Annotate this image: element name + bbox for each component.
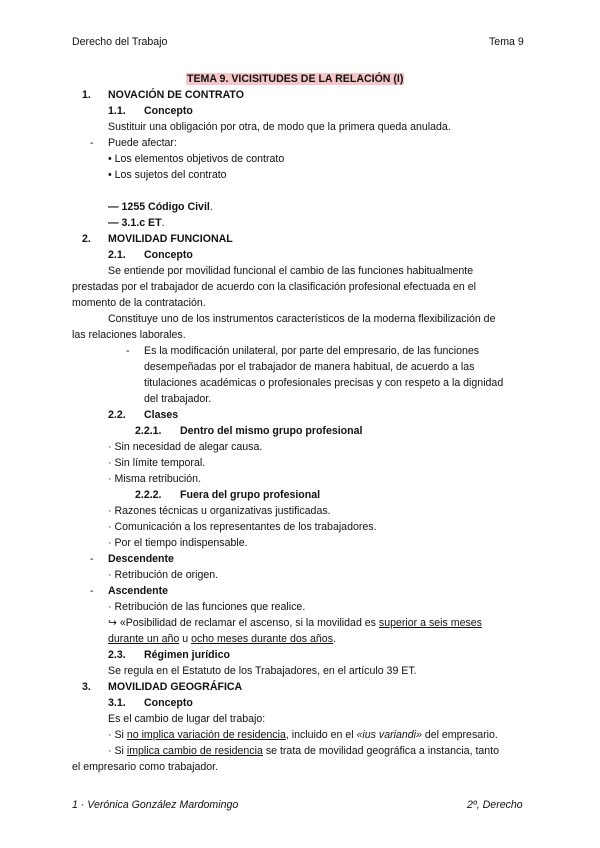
dash-marker: - (90, 585, 94, 597)
puede-afectar: Puede afectar: (108, 137, 177, 149)
list-item: · Sin límite temporal. (108, 457, 206, 469)
paragraph-line: Constituye uno de los instrumentos característicos de la moderna flexibilización de (108, 313, 496, 325)
paragraph-line: el empresario como trabajador. (72, 761, 219, 773)
section-3-1-heading: Concepto (144, 697, 193, 709)
bullet-item: • Los sujetos del contrato (108, 169, 227, 181)
indented-line: desempeñadas por el trabajador de manera habitual, de acuerdo a las (144, 361, 475, 373)
paragraph-line: prestadas por el trabajador de acuerdo con la clasificación profesional efectuada en el (72, 281, 476, 293)
indented-line: Es la modificación unilateral, por parte del empresario, de las funciones (144, 345, 480, 357)
section-2-1-number: 2.1. (108, 249, 126, 261)
bullet-item: • Los elementos objetivos de contrato (108, 153, 285, 165)
legal-reference: — 1255 Código Civil. (108, 201, 213, 213)
section-2-heading: MOVILIDAD FUNCIONAL (108, 233, 233, 245)
section-1-1-number: 1.1. (108, 105, 126, 117)
section-2-3-heading: Régimen jurídico (144, 649, 230, 661)
section-2-1-heading: Concepto (144, 249, 193, 261)
page-title: TEMA 9. VICISITUDES DE LA RELACIÓN (I) (187, 73, 404, 85)
section-1-1-heading: Concepto (144, 105, 193, 117)
header-left: Derecho del Trabajo (72, 36, 168, 48)
footer-right: 2º, Derecho (467, 799, 523, 811)
indented-line: del trabajador. (144, 393, 212, 405)
legal-reference: — 3.1.c ET. (108, 217, 165, 229)
list-item: · Sin necesidad de alegar causa. (108, 441, 263, 453)
section-2-number: 2. (82, 233, 91, 245)
section-1-number: 1. (82, 89, 91, 101)
dash-marker: - (90, 137, 94, 149)
dash-marker: - (90, 553, 94, 565)
descendente-heading: Descendente (108, 553, 174, 565)
section-3-number: 3. (82, 681, 91, 693)
section-3-heading: MOVILIDAD GEOGRÁFICA (108, 681, 243, 693)
paragraph-line: momento de la contratación. (72, 297, 206, 309)
ascendente-heading: Ascendente (108, 585, 169, 597)
paragraph-line: Se regula en el Estatuto de los Trabajadores, en el artículo 39 ET. (108, 665, 417, 677)
list-item: · Retribución de origen. (108, 569, 219, 581)
indented-line: titulaciones académicas o profesionales precisas y con respeto a la dignidad (144, 377, 504, 389)
list-item: · Por el tiempo indispensable. (108, 537, 248, 549)
geo-line: · Si implica cambio de residencia se trata de movilidad geográfica a instancia, tanto (108, 745, 500, 757)
ascenso-note: ↪ «Posibilidad de reclamar el ascenso, si la movilidad es superior a seis meses (108, 617, 482, 629)
section-2-2-1-number: 2.2.1. (135, 425, 162, 437)
footer-left: 1 · Verónica González Mardomingo (72, 799, 239, 811)
section-2-2-number: 2.2. (108, 409, 126, 421)
list-item: · Comunicación a los representantes de los trabajadores. (108, 521, 377, 533)
paragraph-line: las relaciones laborales. (72, 329, 186, 341)
section-2-2-heading: Clases (144, 409, 179, 421)
section-2-2-2-heading: Fuera del grupo profesional (180, 489, 321, 501)
list-item: · Retribución de las funciones que realice. (108, 601, 306, 613)
list-item: · Misma retribución. (108, 473, 202, 485)
section-2-2-1-heading: Dentro del mismo grupo profesional (180, 425, 363, 437)
geo-line: · Si no implica variación de residencia, incluido en el «ius variandi» del empresario. (108, 729, 498, 741)
list-item: · Razones técnicas u organizativas justificadas. (108, 505, 331, 517)
header-right: Tema 9 (489, 36, 524, 48)
dash-marker: - (126, 345, 130, 357)
section-2-3-number: 2.3. (108, 649, 126, 661)
section-1-text: Sustituir una obligación por otra, de modo que la primera queda anulada. (108, 121, 451, 133)
section-2-2-2-number: 2.2.2. (135, 489, 162, 501)
ascenso-note-cont: durante un año u ocho meses durante dos años. (108, 633, 336, 645)
paragraph-line: Es el cambio de lugar del trabajo: (108, 713, 266, 725)
paragraph-line: Se entiende por movilidad funcional el cambio de las funciones habitualmente (108, 265, 474, 277)
section-1-heading: NOVACIÓN DE CONTRATO (108, 89, 244, 101)
section-3-1-number: 3.1. (108, 697, 126, 709)
